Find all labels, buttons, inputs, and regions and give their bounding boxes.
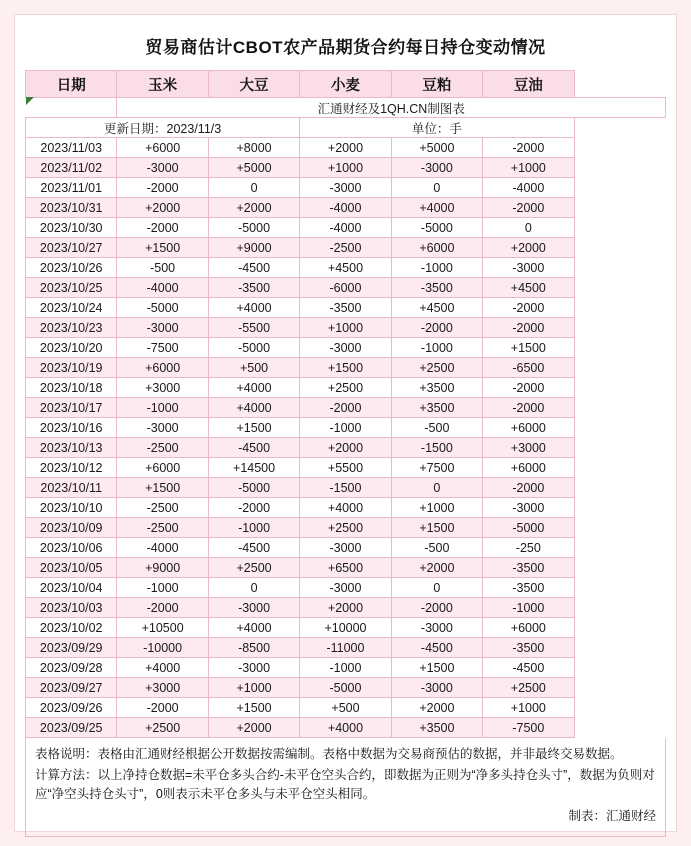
- column-header-corn: 玉米: [117, 71, 208, 98]
- cell-date: 2023/10/05: [26, 558, 117, 578]
- column-header-soybean: 大豆: [208, 71, 299, 98]
- cell-value: -5000: [208, 478, 299, 498]
- cell-value: -2000: [483, 378, 574, 398]
- cell-value: +4000: [300, 718, 391, 738]
- cell-value: +2500: [300, 378, 391, 398]
- cell-value: -6500: [483, 358, 574, 378]
- cell-date: 2023/09/27: [26, 678, 117, 698]
- cell-value: -5000: [483, 518, 574, 538]
- cell-value: -7500: [483, 718, 574, 738]
- cell-value: +3500: [391, 398, 482, 418]
- cell-date: 2023/09/28: [26, 658, 117, 678]
- cell-value: +4000: [208, 398, 299, 418]
- cell-value: +1500: [300, 358, 391, 378]
- report-table: [25, 70, 666, 738]
- table-row: [26, 478, 666, 498]
- cell-value: -3000: [300, 178, 391, 198]
- table-row: [26, 158, 666, 178]
- cell-value: -3000: [117, 418, 208, 438]
- cell-value: -4000: [483, 178, 574, 198]
- table-row: [26, 138, 666, 158]
- cell-value: +2000: [300, 138, 391, 158]
- cell-value: -3000: [300, 538, 391, 558]
- cell-value: -3500: [208, 278, 299, 298]
- cell-value: +6000: [483, 458, 574, 478]
- source-label: 汇通财经及1QH.CN制图表: [117, 98, 666, 118]
- cell-value: -4000: [300, 198, 391, 218]
- table-row: [26, 198, 666, 218]
- cell-value: -3500: [483, 638, 574, 658]
- table-row: [26, 698, 666, 718]
- cell-value: -3000: [483, 498, 574, 518]
- cell-value: +2500: [117, 718, 208, 738]
- cell-date: 2023/09/29: [26, 638, 117, 658]
- cell-value: -4000: [117, 278, 208, 298]
- cell-value: -1000: [483, 598, 574, 618]
- cell-value: +1500: [208, 698, 299, 718]
- table-row: [26, 438, 666, 458]
- notes-block: [25, 738, 666, 837]
- cell-value: 0: [391, 178, 482, 198]
- cell-value: -2000: [300, 398, 391, 418]
- cell-value: +6500: [300, 558, 391, 578]
- cell-value: +5500: [300, 458, 391, 478]
- cell-value: -10000: [117, 638, 208, 658]
- cell-date: 2023/11/01: [26, 178, 117, 198]
- cell-value: -3500: [483, 578, 574, 598]
- table-row: [26, 298, 666, 318]
- cell-value: -2000: [117, 598, 208, 618]
- table-row: [26, 658, 666, 678]
- cell-value: +10000: [300, 618, 391, 638]
- table-row: [26, 358, 666, 378]
- cell-value: -3500: [300, 298, 391, 318]
- note-description: 表格说明：表格由汇通财经根据公开数据按需编制。表格中数据为交易商预估的数据，并非最终交易数据。: [35, 747, 623, 761]
- cell-value: -1500: [391, 438, 482, 458]
- cell-value: +4000: [391, 198, 482, 218]
- table-body-head: [26, 98, 666, 138]
- table-row: [26, 558, 666, 578]
- unit-label: 单位：手: [300, 118, 574, 138]
- cell-value: +2000: [208, 198, 299, 218]
- cell-value: -1000: [300, 418, 391, 438]
- column-header-wheat: 小麦: [300, 71, 391, 98]
- table-head: [26, 71, 666, 98]
- table-row: [26, 378, 666, 398]
- cell-value: +3000: [483, 438, 574, 458]
- cell-value: -2000: [208, 498, 299, 518]
- cell-value: -3000: [208, 658, 299, 678]
- cell-value: +7500: [391, 458, 482, 478]
- cell-value: +6000: [117, 358, 208, 378]
- table-row: [26, 518, 666, 538]
- cell-value: -4000: [117, 538, 208, 558]
- cell-value: -2000: [391, 598, 482, 618]
- cell-value: -3000: [300, 338, 391, 358]
- page-title: 贸易商估计CBOT农产品期货合约每日持仓变动情况: [145, 38, 546, 57]
- cell-date: 2023/10/17: [26, 398, 117, 418]
- cell-value: +4000: [208, 378, 299, 398]
- cell-value: -1500: [300, 478, 391, 498]
- cell-value: -2000: [483, 398, 574, 418]
- cell-value: -2000: [483, 198, 574, 218]
- cell-date: 2023/11/02: [26, 158, 117, 178]
- cell-date: 2023/10/11: [26, 478, 117, 498]
- cell-value: -5000: [300, 678, 391, 698]
- cell-value: +4000: [300, 498, 391, 518]
- cell-value: +2500: [391, 358, 482, 378]
- cell-date: 2023/10/13: [26, 438, 117, 458]
- cell-value: -3000: [117, 158, 208, 178]
- cell-date: 2023/10/12: [26, 458, 117, 478]
- cell-value: -5000: [208, 338, 299, 358]
- table-row: [26, 398, 666, 418]
- cell-value: -1000: [391, 338, 482, 358]
- cell-date: 2023/10/30: [26, 218, 117, 238]
- table-row: [26, 458, 666, 478]
- cell-value: +14500: [208, 458, 299, 478]
- header-row: [26, 71, 666, 98]
- cell-value: -2500: [117, 518, 208, 538]
- cell-value: +4500: [391, 298, 482, 318]
- cell-value: +1500: [483, 338, 574, 358]
- cell-value: +1000: [483, 158, 574, 178]
- cell-value: -11000: [300, 638, 391, 658]
- cell-value: +2000: [117, 198, 208, 218]
- table-row: [26, 338, 666, 358]
- cell-value: -7500: [117, 338, 208, 358]
- cell-value: -250: [483, 538, 574, 558]
- table-row: [26, 498, 666, 518]
- cell-value: +2000: [300, 598, 391, 618]
- cell-value: -2000: [483, 138, 574, 158]
- cell-value: +2000: [300, 438, 391, 458]
- cell-value: -5500: [208, 318, 299, 338]
- cell-value: -4500: [391, 638, 482, 658]
- table-row: [26, 618, 666, 638]
- cell-value: +1500: [208, 418, 299, 438]
- cell-value: +500: [300, 698, 391, 718]
- cell-value: -1000: [117, 578, 208, 598]
- table-row: [26, 578, 666, 598]
- cell-value: 0: [391, 578, 482, 598]
- cell-value: -1000: [300, 658, 391, 678]
- cell-value: +6000: [483, 618, 574, 638]
- table-row: [26, 718, 666, 738]
- cell-date: 2023/10/04: [26, 578, 117, 598]
- cell-value: +1000: [391, 498, 482, 518]
- cell-value: 0: [391, 478, 482, 498]
- cell-value: -4500: [208, 258, 299, 278]
- cell-value: -4500: [208, 538, 299, 558]
- cell-value: -2000: [391, 318, 482, 338]
- cell-value: -2000: [483, 478, 574, 498]
- cell-value: -5000: [208, 218, 299, 238]
- cell-value: +3500: [391, 718, 482, 738]
- cell-date: 2023/10/24: [26, 298, 117, 318]
- cell-value: +3000: [117, 678, 208, 698]
- table-row: [26, 218, 666, 238]
- cell-value: -3500: [391, 278, 482, 298]
- cell-value: -2500: [117, 498, 208, 518]
- cell-value: +2500: [208, 558, 299, 578]
- cell-date: 2023/10/31: [26, 198, 117, 218]
- cell-value: -500: [391, 538, 482, 558]
- note-calculation: 计算方法：以上净持仓数据=未平仓多头合约-未平仓空头合约，即数据为正则为“净多头持仓头寸”，数据为负则对应“净空头持仓头寸”，0则表示未平仓多头与未平仓空头相同。: [35, 768, 655, 801]
- cell-value: -6000: [300, 278, 391, 298]
- cell-value: +2000: [391, 698, 482, 718]
- cell-value: +1500: [117, 238, 208, 258]
- table-row: [26, 538, 666, 558]
- cell-date: 2023/10/03: [26, 598, 117, 618]
- cell-value: -3000: [300, 578, 391, 598]
- note-maker: 制表：汇通财经: [568, 809, 656, 823]
- meta-row: [26, 118, 666, 138]
- cell-value: +500: [208, 358, 299, 378]
- cell-date: 2023/09/25: [26, 718, 117, 738]
- cell-value: +1000: [483, 698, 574, 718]
- cell-value: -3500: [483, 558, 574, 578]
- cell-value: -500: [391, 418, 482, 438]
- cell-date: 2023/10/26: [26, 258, 117, 278]
- cell-value: -8500: [208, 638, 299, 658]
- cell-date: 2023/10/27: [26, 238, 117, 258]
- cell-value: -3000: [391, 678, 482, 698]
- report-card: [14, 14, 677, 832]
- cell-value: -2000: [483, 298, 574, 318]
- cell-value: -2500: [300, 238, 391, 258]
- cell-value: +4000: [208, 618, 299, 638]
- cell-value: +4500: [483, 278, 574, 298]
- cell-date: 2023/09/26: [26, 698, 117, 718]
- cell-date: 2023/10/18: [26, 378, 117, 398]
- cell-value: +2500: [483, 678, 574, 698]
- cell-value: +2500: [300, 518, 391, 538]
- cell-date: 2023/10/23: [26, 318, 117, 338]
- cell-date: 2023/10/19: [26, 358, 117, 378]
- cell-value: +6000: [117, 138, 208, 158]
- cell-value: +10500: [117, 618, 208, 638]
- cell-value: -5000: [391, 218, 482, 238]
- cell-date: 2023/10/25: [26, 278, 117, 298]
- cell-date: 2023/10/20: [26, 338, 117, 358]
- cell-value: -1000: [117, 398, 208, 418]
- cell-value: +4000: [117, 658, 208, 678]
- table-row: [26, 318, 666, 338]
- cell-value: -2500: [117, 438, 208, 458]
- cell-value: +6000: [117, 458, 208, 478]
- cell-value: 0: [208, 578, 299, 598]
- table-row: [26, 418, 666, 438]
- cell-value: -2000: [117, 178, 208, 198]
- cell-value: +1000: [300, 318, 391, 338]
- cell-value: -500: [117, 258, 208, 278]
- cell-value: +1000: [208, 678, 299, 698]
- cell-value: -3000: [391, 158, 482, 178]
- cell-value: -3000: [483, 258, 574, 278]
- cell-value: +4000: [208, 298, 299, 318]
- cell-value: -1000: [391, 258, 482, 278]
- cell-date: 2023/10/16: [26, 418, 117, 438]
- cell-value: +1000: [300, 158, 391, 178]
- cell-date: 2023/10/09: [26, 518, 117, 538]
- cell-value: -3000: [208, 598, 299, 618]
- cell-date: 2023/10/06: [26, 538, 117, 558]
- cell-value: +2000: [391, 558, 482, 578]
- cell-date: 2023/10/10: [26, 498, 117, 518]
- cell-value: +1500: [117, 478, 208, 498]
- table-row: [26, 258, 666, 278]
- cell-value: 0: [208, 178, 299, 198]
- cell-value: -2000: [117, 698, 208, 718]
- table-row: [26, 678, 666, 698]
- column-header-date: 日期: [26, 71, 117, 98]
- table-row: [26, 238, 666, 258]
- cell-value: +5000: [391, 138, 482, 158]
- cell-value: -1000: [208, 518, 299, 538]
- table-row: [26, 638, 666, 658]
- cell-date: 2023/10/02: [26, 618, 117, 638]
- cell-value: -5000: [117, 298, 208, 318]
- cell-value: +9000: [117, 558, 208, 578]
- cell-value: +8000: [208, 138, 299, 158]
- cell-value: -2000: [483, 318, 574, 338]
- table-row: [26, 598, 666, 618]
- cell-value: +2000: [208, 718, 299, 738]
- table-body: [26, 138, 666, 738]
- cell-value: 0: [483, 218, 574, 238]
- cell-value: -4500: [483, 658, 574, 678]
- cell-value: +6000: [391, 238, 482, 258]
- column-header-soyoil: 豆油: [483, 71, 574, 98]
- cell-value: +9000: [208, 238, 299, 258]
- cell-value: -3000: [391, 618, 482, 638]
- cell-value: -3000: [117, 318, 208, 338]
- cell-value: +5000: [208, 158, 299, 178]
- cell-value: +1500: [391, 658, 482, 678]
- cell-date: 2023/11/03: [26, 138, 117, 158]
- cell-value: +6000: [483, 418, 574, 438]
- cell-value: +3000: [117, 378, 208, 398]
- cell-value: +4500: [300, 258, 391, 278]
- column-header-soymeal: 豆粕: [391, 71, 482, 98]
- cell-value: +3500: [391, 378, 482, 398]
- source-row: [26, 98, 666, 118]
- cell-value: -4500: [208, 438, 299, 458]
- cell-value: -4000: [300, 218, 391, 238]
- cell-value: -2000: [117, 218, 208, 238]
- table-row: [26, 278, 666, 298]
- table-row: [26, 178, 666, 198]
- cell-value: +2000: [483, 238, 574, 258]
- update-date-label: 更新日期：2023/11/3: [26, 118, 300, 138]
- cell-value: +1500: [391, 518, 482, 538]
